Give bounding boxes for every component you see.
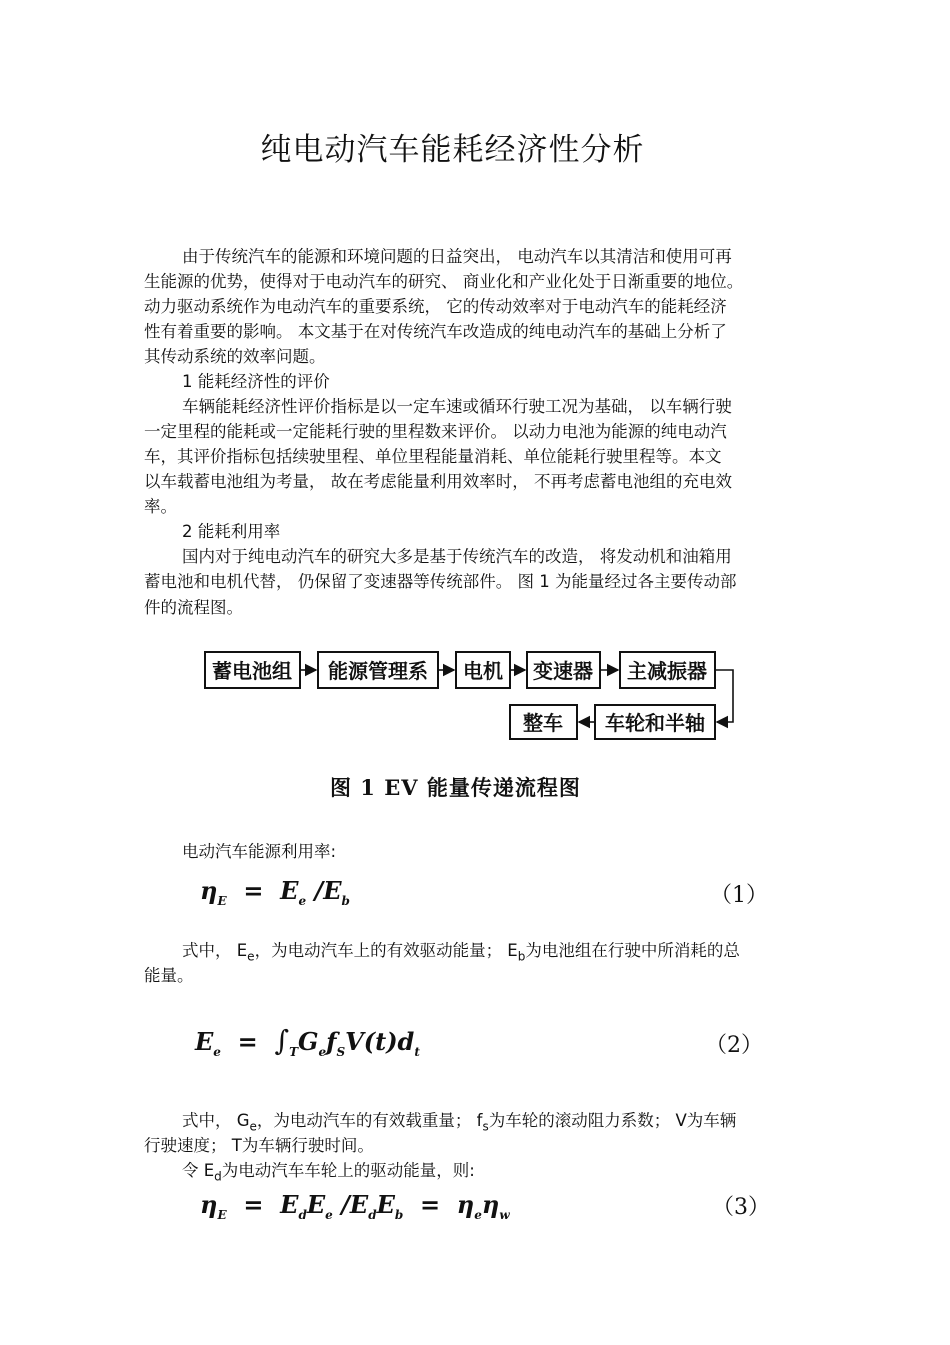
paragraph-line: 行驶速度； T为车辆行驶时间。 [144,1136,374,1155]
paragraph-line: 能量。 [144,966,194,985]
paragraph-line: 式中， $G_e$，为电动汽车的有效载重量； $f_s$为车轮的滚动阻力系数； V为车辆 [182,1111,737,1134]
paragraph-line: 一定里程的能耗或一定能耗行驶的里程数来评价。 以动力电池为能源的纯电动汽 [144,422,727,441]
box-gearbox-label: 变速器 [533,659,593,683]
energy-flow-diagram [200,647,745,747]
equation-2-number: （2） [705,1033,763,1058]
paragraph-line: 生能源的优势，使得对于电动汽车的研究、 商业化和产业化处于日渐重要的地位。 [144,272,744,291]
section-heading: 2 能耗利用率 [182,522,281,541]
paragraph-line: 由于传统汽车的能源和环境问题的日益突出， 电动汽车以其清洁和使用可再 [182,247,732,266]
equation-1: $\eta_E = E_e$ $/E_b$ [200,876,350,908]
equation-2: $E_e = \int_TG_ef_SV(t)d_t$ [195,1024,420,1059]
box-vehicle-label: 整车 [523,711,563,735]
paragraph-line: 其传动系统的效率问题。 [144,347,326,366]
box-motor-label: 电机 [463,659,503,683]
paragraph-line: 件的流程图。 [144,598,243,617]
document-title: 纯电动汽车能耗经济性分析 [260,132,645,168]
section-heading: 1 能耗经济性的评价 [182,372,330,391]
paragraph-line: 令 $E_d$为电动汽车车轮上的驱动能量，则: [182,1161,475,1184]
paragraph-line: 式中， $E_e$，为电动汽车上的有效驱动能量； $E_b$为电池组在行驶中所消耗的总 [182,941,740,964]
equation-1-number: （1） [710,883,768,908]
paragraph-line: 电动汽车能源利用率: [182,842,337,861]
paragraph-line: 以车载蓄电池组为考量， 故在考虑能量利用效率时， 不再考虑蓄电池组的充电效 [144,472,732,491]
box-wheel-axle-label: 车轮和半轴 [605,711,705,735]
equation-3-number: （3） [712,1195,770,1220]
flow-arrow [715,670,733,722]
paragraph-line: 性有着重要的影响。 本文基于在对传统汽车改造成的纯电动汽车的基础上分析了 [144,322,727,341]
paragraph-line: 车辆能耗经济性评价指标是以一定车速或循环行驶工况为基础， 以车辆行驶 [182,397,732,416]
box-final-drive-label: 主减振器 [627,659,707,683]
paragraph-line: 国内对于纯电动汽车的研究大多是基于传统汽车的改造， 将发动机和油箱用 [182,547,732,566]
box-energy-mgmt-label: 能源管理系 [328,659,428,683]
equation-3: $\eta_E = E_dE_e$ $/E_dE_b = \eta_e\eta_w$ [200,1190,510,1222]
paragraph-line: 蓄电池和电机代替， 仍保留了变速器等传统部件。 图 1 为能量经过各主要传动部 [144,572,737,591]
box-battery-label: 蓄电池组 [212,659,292,683]
paragraph-line: 率。 [144,497,177,516]
paragraph-line: 车，其评价指标包括续驶里程、单位里程能量消耗、单位能耗行驶里程等。本文 [144,447,722,466]
paragraph-line: 动力驱动系统作为电动汽车的重要系统， 它的传动效率对于电动汽车的能耗经济 [144,297,727,316]
figure-caption: 图 1 EV 能量传递流程图 [330,775,581,800]
